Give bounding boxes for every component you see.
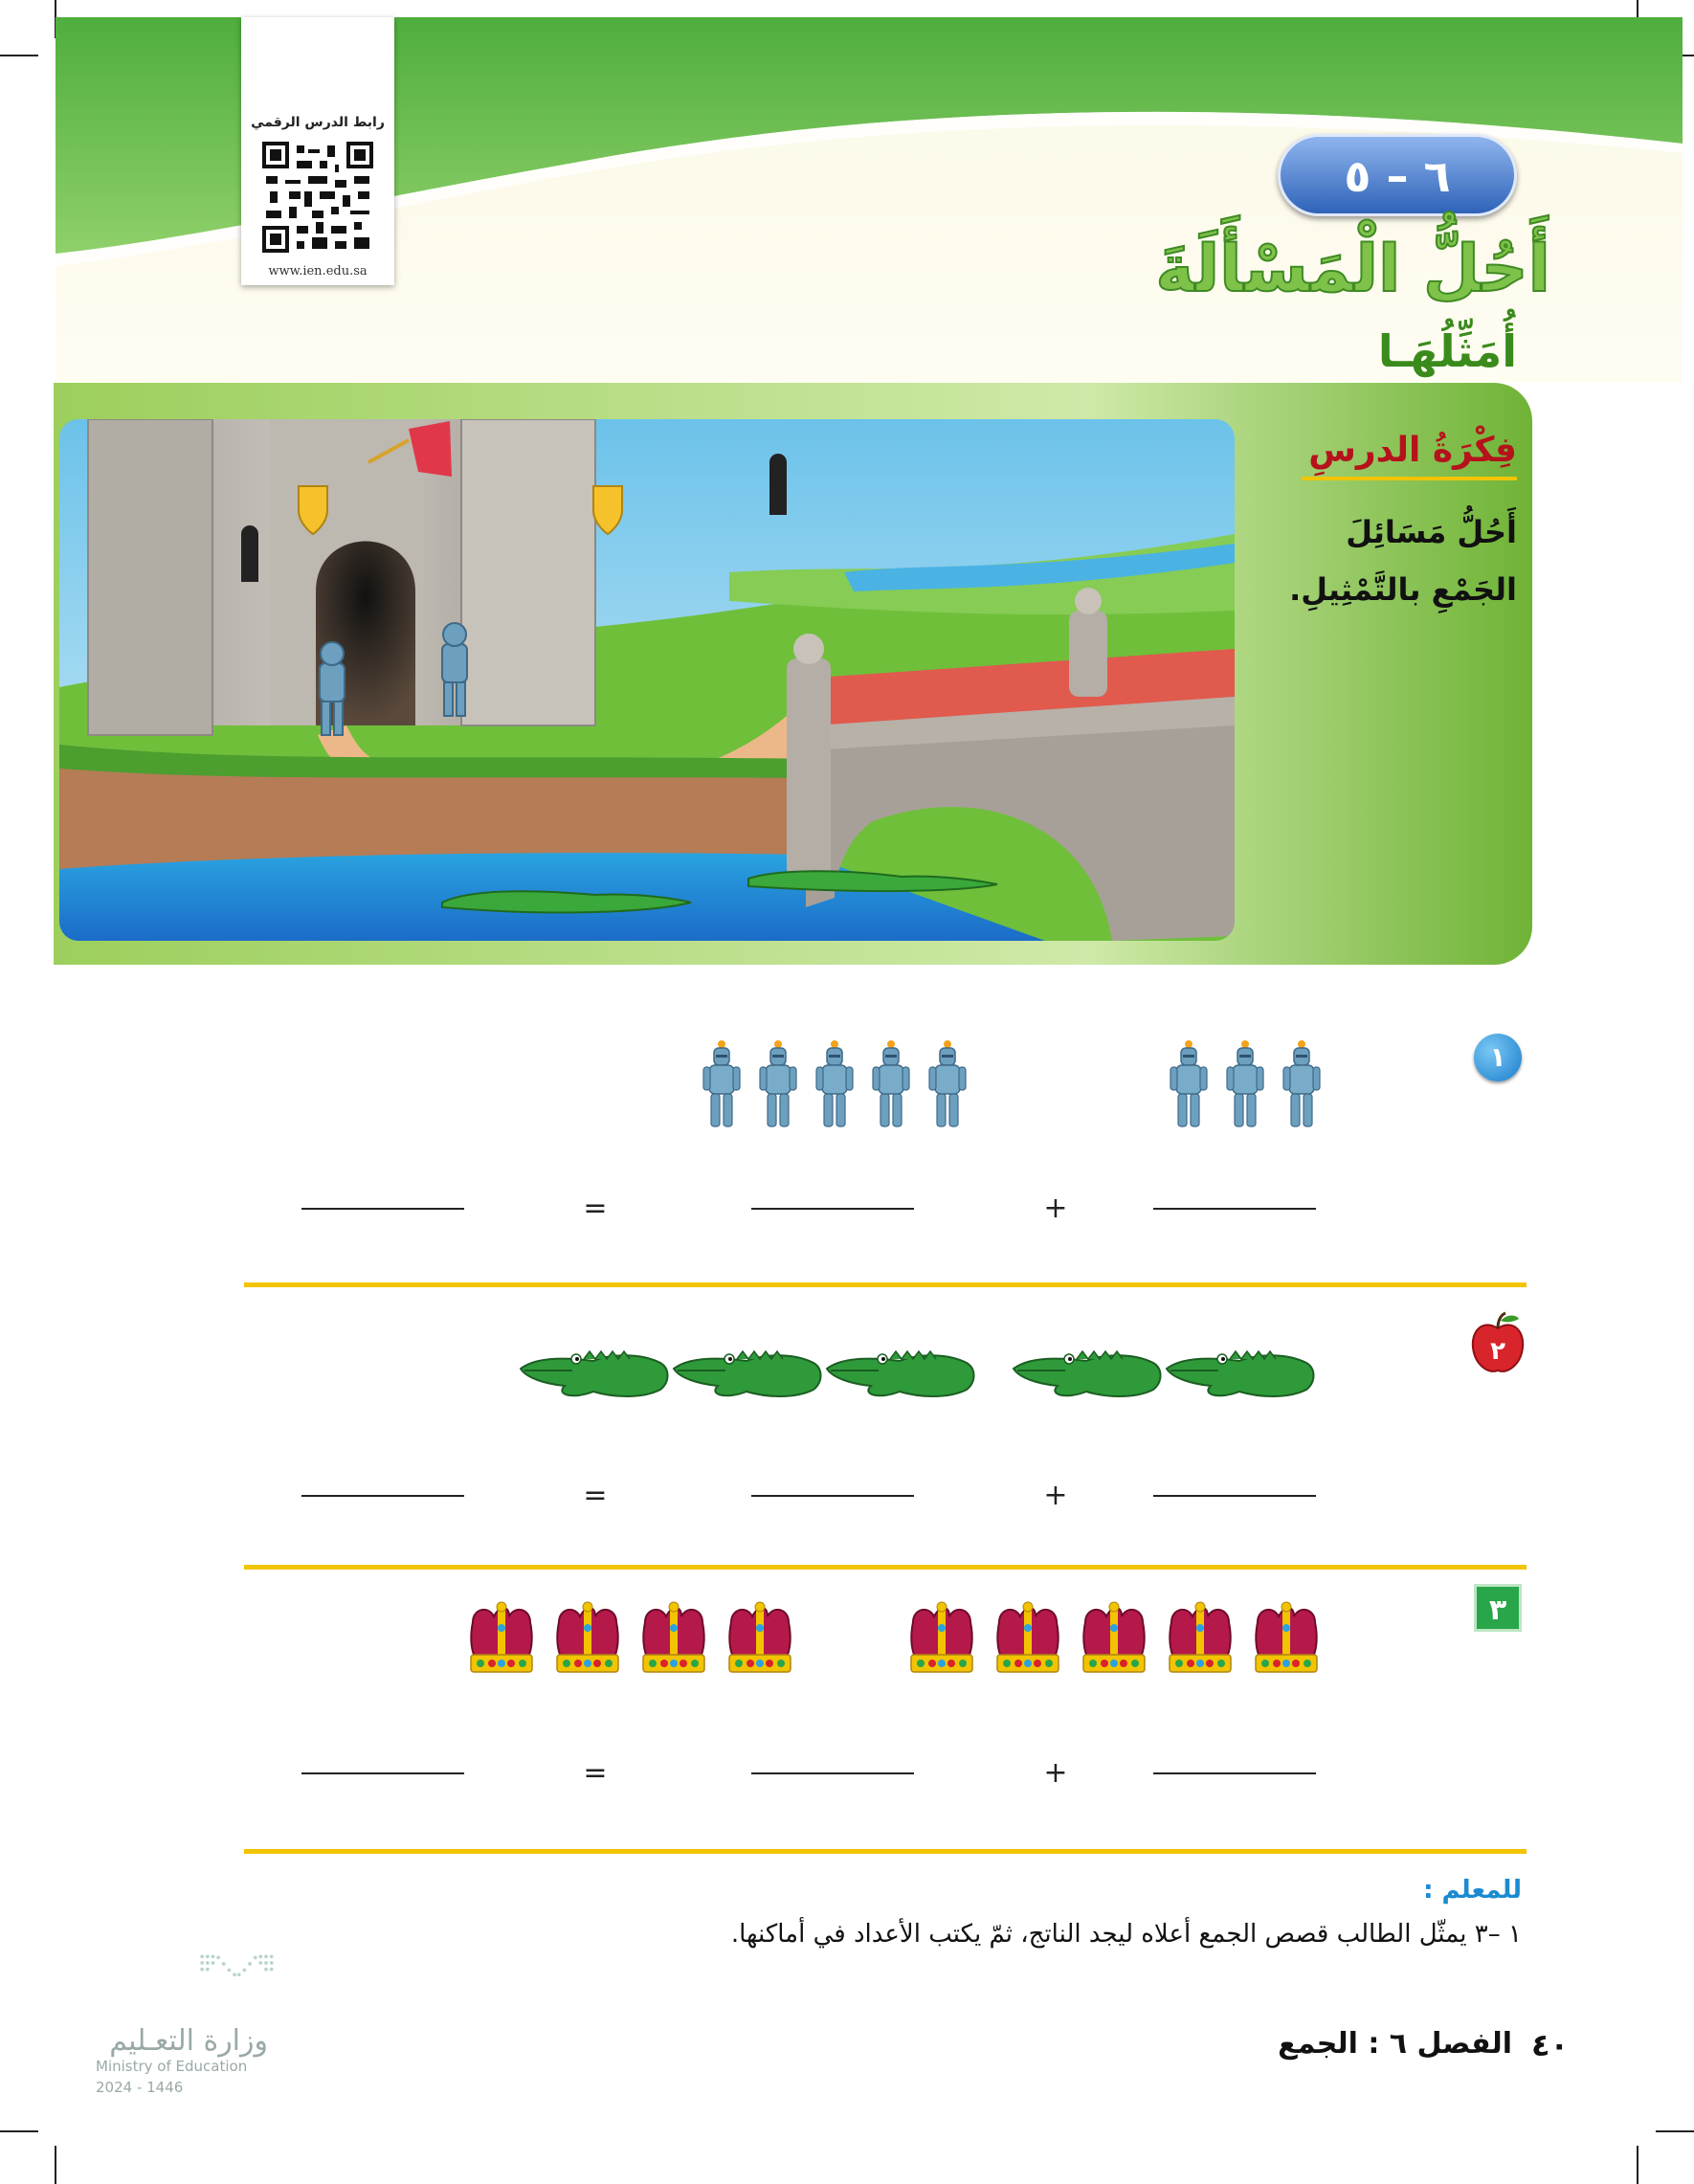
- plus-sign: +: [1043, 1479, 1068, 1512]
- answer-blank[interactable]: [751, 1495, 914, 1497]
- knight-group: [1165, 1034, 1326, 1134]
- footer-chapter: الفصل ٦ : الجمع: [1278, 2027, 1512, 2061]
- knight-icon: [1283, 1040, 1320, 1126]
- lesson-idea-text: أَحُلُّ مَسَائِلَ الجَمْعِ بالتَّمْثِيلِ.: [1289, 514, 1517, 608]
- answer-blank[interactable]: [751, 1208, 914, 1210]
- knight-icon: [760, 1040, 796, 1126]
- page-number: ٤٠: [1531, 2027, 1570, 2063]
- crown-icon: [1083, 1602, 1145, 1672]
- knight-icon: [873, 1040, 909, 1126]
- crown-group: [467, 1598, 794, 1680]
- crop-mark: [1637, 2146, 1638, 2184]
- crocodile-icon: [1014, 1351, 1161, 1396]
- knight-icon: [816, 1040, 853, 1126]
- crocodile-group: [517, 1335, 976, 1407]
- crown-group: [907, 1598, 1321, 1680]
- knight-icon: [929, 1040, 966, 1126]
- teacher-note: ١ –٣ يمثّل الطالب قصص الجمع أعلاه ليجد الناتج، ثمّ يكتب الأعداد في أماكنها.: [730, 1920, 1522, 1949]
- qr-caption: رابط الدرس الرقمي: [251, 115, 385, 130]
- ministry-year: 2024 - 1446: [96, 2079, 184, 2096]
- ministry-name-english: Ministry of Education: [96, 2058, 248, 2075]
- plus-sign: +: [1043, 1756, 1068, 1790]
- answer-blank[interactable]: [301, 1208, 464, 1210]
- teacher-label: للمعلم :: [1423, 1876, 1522, 1905]
- ministry-logo-icon: [96, 1948, 345, 2024]
- knight-icon: [1227, 1040, 1263, 1126]
- crown-icon: [1170, 1602, 1231, 1672]
- equals-sign: =: [583, 1192, 608, 1225]
- exercise-1-group-right: [1153, 1034, 1326, 1148]
- exercise-1-badge: ١: [1474, 1034, 1522, 1081]
- crown-icon: [997, 1602, 1059, 1672]
- plus-sign: +: [1043, 1192, 1068, 1225]
- exercise-2-group-left: [512, 1335, 976, 1431]
- answer-blank[interactable]: [1153, 1208, 1316, 1210]
- apple-icon: [1469, 1311, 1527, 1378]
- equals-sign: =: [583, 1479, 608, 1512]
- knight-icon: [1170, 1040, 1207, 1126]
- knight-group: [698, 1034, 971, 1134]
- exercise-1-group-left: [689, 1034, 971, 1148]
- crocodile-group: [1010, 1335, 1316, 1407]
- separator-line: [244, 1849, 1527, 1854]
- exercise-3-group-right: [876, 1598, 1321, 1680]
- crown-icon: [643, 1602, 704, 1672]
- separator-line: [244, 1565, 1527, 1570]
- exercise-2-badge: ٢: [1490, 1337, 1505, 1366]
- answer-blank[interactable]: [301, 1772, 464, 1774]
- answer-blank[interactable]: [751, 1772, 914, 1774]
- exercise-3-group-left: [435, 1598, 794, 1680]
- crown-icon: [1256, 1602, 1317, 1672]
- crown-icon: [911, 1602, 972, 1672]
- answer-blank[interactable]: [301, 1495, 464, 1497]
- answer-blank[interactable]: [1153, 1772, 1316, 1774]
- qr-code-icon[interactable]: [262, 142, 373, 253]
- lesson-idea-box: [1244, 419, 1527, 941]
- crown-icon: [557, 1602, 618, 1672]
- answer-blank[interactable]: [1153, 1495, 1316, 1497]
- crop-mark: [55, 2146, 56, 2184]
- ministry-name-arabic: وزارة التعـليم: [109, 2024, 268, 2058]
- lesson-number-badge: [1278, 134, 1517, 216]
- lesson-idea-underline: [1302, 477, 1517, 480]
- lesson-title: أَحُلُّ الْمَسْأَلَةَ: [1155, 232, 1550, 307]
- crown-icon: [471, 1602, 532, 1672]
- qr-card[interactable]: [241, 17, 394, 285]
- lesson-number: ٦ – ٥: [1344, 150, 1451, 202]
- exercise-2-group-right: [1000, 1335, 1316, 1431]
- crocodile-icon: [1167, 1351, 1314, 1396]
- equals-sign: =: [583, 1756, 608, 1790]
- section-title: أُمَثِّلُهَـا: [1377, 325, 1517, 377]
- crocodile-icon: [827, 1351, 974, 1396]
- castle-illustration: [59, 419, 1235, 941]
- crown-icon: [729, 1602, 791, 1672]
- knight-icon: [703, 1040, 740, 1126]
- crop-mark: [0, 2130, 38, 2132]
- exercise-3-badge: ٣: [1474, 1584, 1522, 1632]
- separator-line: [244, 1282, 1527, 1287]
- crop-mark: [1656, 2130, 1694, 2132]
- crocodile-icon: [674, 1351, 821, 1396]
- crocodile-icon: [521, 1351, 668, 1396]
- lesson-idea-heading: فِكْرَةُ الدرسِ: [1308, 431, 1517, 470]
- qr-url[interactable]: www.ien.edu.sa: [268, 264, 368, 279]
